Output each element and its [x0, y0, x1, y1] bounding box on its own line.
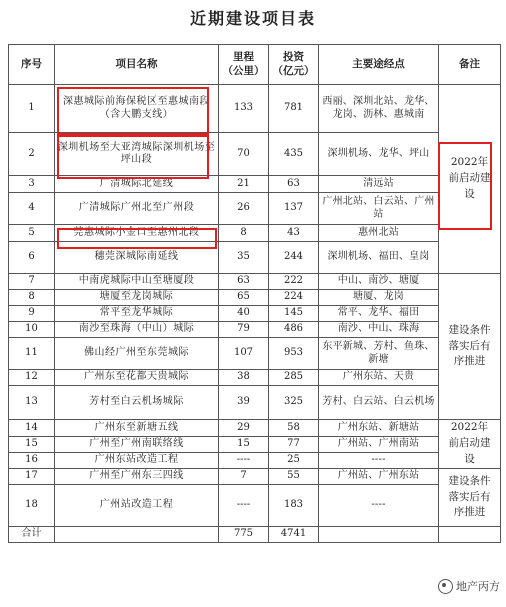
row-investment: 224	[269, 290, 319, 306]
projects-table	[8, 44, 501, 543]
header-route: 主要途经点	[319, 45, 439, 85]
row-name: 穗莞深城际南延线	[55, 242, 219, 274]
remark-cell: 建设条件落实后有序推进	[439, 274, 501, 420]
row-seq: 4	[9, 193, 55, 225]
row-seq: 7	[9, 274, 55, 290]
total-empty	[55, 527, 219, 543]
row-route: 东平新城、芳村、鱼珠、新塘	[319, 338, 439, 370]
row-mileage: 7	[219, 469, 269, 485]
remark-cell: 2022年前启动建设	[439, 420, 501, 469]
row-seq: 6	[9, 242, 55, 274]
row-mileage: 133	[219, 85, 269, 133]
table-row	[9, 370, 501, 386]
table-row	[9, 133, 501, 176]
row-route: 广州北站、白云站、广州站	[319, 193, 439, 225]
row-name: 中南虎城际中山至塘厦段	[55, 274, 219, 290]
row-route: 广州站、广州东站	[319, 469, 439, 485]
row-mileage: ----	[219, 485, 269, 527]
row-name: 莞惠城际小金口至惠州北段	[55, 225, 219, 242]
row-name: 常平至龙华城际	[55, 306, 219, 322]
header-row	[9, 45, 501, 85]
total-investment: 4741	[269, 527, 319, 543]
row-route: 惠州北站	[319, 225, 439, 242]
row-seq: 17	[9, 469, 55, 485]
row-mileage: 21	[219, 176, 269, 193]
row-investment: 222	[269, 274, 319, 290]
row-investment: 63	[269, 176, 319, 193]
row-mileage: 39	[219, 386, 269, 420]
page-title: 近期建设项目表	[189, 9, 316, 28]
row-investment: 55	[269, 469, 319, 485]
watermark-text: 地产丙方	[456, 580, 500, 593]
total-remark	[439, 527, 501, 543]
row-seq: 16	[9, 453, 55, 469]
row-seq: 18	[9, 485, 55, 527]
row-investment: 58	[269, 420, 319, 437]
row-name: 深惠城际前海保税区至惠城南段（含大鹏支线）	[55, 85, 219, 133]
row-mileage: 107	[219, 338, 269, 370]
row-mileage: 15	[219, 437, 269, 453]
row-name: 广州站改造工程	[55, 485, 219, 527]
row-investment: 285	[269, 370, 319, 386]
row-seq: 9	[9, 306, 55, 322]
row-name: 广清城际北延线	[55, 176, 219, 193]
row-mileage: 79	[219, 322, 269, 338]
row-route: 清远站	[319, 176, 439, 193]
row-investment: 244	[269, 242, 319, 274]
header-seq: 序号	[9, 45, 55, 85]
row-seq: 14	[9, 420, 55, 437]
row-investment: 325	[269, 386, 319, 420]
table-row	[9, 420, 501, 437]
header-mileage: 里程 （公里）	[219, 45, 269, 85]
header-remark: 备注	[439, 45, 501, 85]
row-name: 佛山经广州至东莞城际	[55, 338, 219, 370]
table-row	[9, 306, 501, 322]
row-name: 广州东站改造工程	[55, 453, 219, 469]
table-row	[9, 290, 501, 306]
table-row	[9, 437, 501, 453]
row-route: 深圳机场、龙华、坪山	[319, 133, 439, 176]
row-seq: 11	[9, 338, 55, 370]
row-name: 广州东至花都天贵城际	[55, 370, 219, 386]
row-mileage: 70	[219, 133, 269, 176]
row-name: 广清城际广州北至广州段	[55, 193, 219, 225]
table-row	[9, 453, 501, 469]
table-row	[9, 274, 501, 290]
row-route: 西丽、深圳北站、龙华、龙岗、沥林、惠城南	[319, 85, 439, 133]
row-investment: 137	[269, 193, 319, 225]
total-row	[9, 527, 501, 543]
table-row	[9, 242, 501, 274]
row-investment: 953	[269, 338, 319, 370]
row-route: 塘厦、龙岗	[319, 290, 439, 306]
row-seq: 13	[9, 386, 55, 420]
row-route: ----	[319, 485, 439, 527]
table-row	[9, 386, 501, 420]
total-mileage: 775	[219, 527, 269, 543]
watermark	[438, 578, 500, 594]
table-row	[9, 322, 501, 338]
row-seq: 15	[9, 437, 55, 453]
row-mileage: ----	[219, 453, 269, 469]
row-mileage: 63	[219, 274, 269, 290]
header-name: 项目名称	[55, 45, 219, 85]
row-route: 南沙、中山、珠海	[319, 322, 439, 338]
table-row	[9, 193, 501, 225]
row-seq: 5	[9, 225, 55, 242]
remark-cell: 2022年前启动建设	[439, 85, 501, 274]
row-route: 广州东站、天贵	[319, 370, 439, 386]
row-seq: 8	[9, 290, 55, 306]
row-route: 广州站、广州南站	[319, 437, 439, 453]
table-row	[9, 225, 501, 242]
row-name: 深圳机场至大亚湾城际深圳机场至坪山段	[55, 133, 219, 176]
row-name: 南沙至珠海（中山）城际	[55, 322, 219, 338]
row-mileage: 38	[219, 370, 269, 386]
table-row	[9, 338, 501, 370]
row-route: 中山、南沙、塘厦	[319, 274, 439, 290]
table-row	[9, 469, 501, 485]
row-investment: 43	[269, 225, 319, 242]
total-label: 合计	[9, 527, 55, 543]
row-seq: 3	[9, 176, 55, 193]
row-seq: 12	[9, 370, 55, 386]
row-route: 常平、龙华、福田	[319, 306, 439, 322]
row-investment: 486	[269, 322, 319, 338]
row-mileage: 8	[219, 225, 269, 242]
row-route: 深圳机场、福田、皇岗	[319, 242, 439, 274]
row-name: 广州东至新塘五线	[55, 420, 219, 437]
remark-cell: 建设条件落实后有序推进	[439, 469, 501, 527]
row-investment: 25	[269, 453, 319, 469]
row-name: 广州至广州南联络线	[55, 437, 219, 453]
table-row	[9, 85, 501, 133]
row-investment: 77	[269, 437, 319, 453]
row-seq: 2	[9, 133, 55, 176]
table-row	[9, 176, 501, 193]
row-mileage: 65	[219, 290, 269, 306]
row-route: 广州东站、新塘站	[319, 420, 439, 437]
header-investment: 投资 （亿元）	[269, 45, 319, 85]
wechat-icon	[438, 579, 453, 594]
row-mileage: 40	[219, 306, 269, 322]
row-mileage: 29	[219, 420, 269, 437]
total-route	[319, 527, 439, 543]
row-investment: 183	[269, 485, 319, 527]
table-row	[9, 485, 501, 527]
row-mileage: 35	[219, 242, 269, 274]
row-route: ----	[319, 453, 439, 469]
row-investment: 145	[269, 306, 319, 322]
row-seq: 10	[9, 322, 55, 338]
row-mileage: 26	[219, 193, 269, 225]
row-name: 芳村至白云机场城际	[55, 386, 219, 420]
row-name: 广州至广州东三四线	[55, 469, 219, 485]
row-seq: 1	[9, 85, 55, 133]
row-investment: 781	[269, 85, 319, 133]
row-route: 芳村、白云站、白云机场	[319, 386, 439, 420]
row-name: 塘厦至龙岗城际	[55, 290, 219, 306]
row-investment: 435	[269, 133, 319, 176]
